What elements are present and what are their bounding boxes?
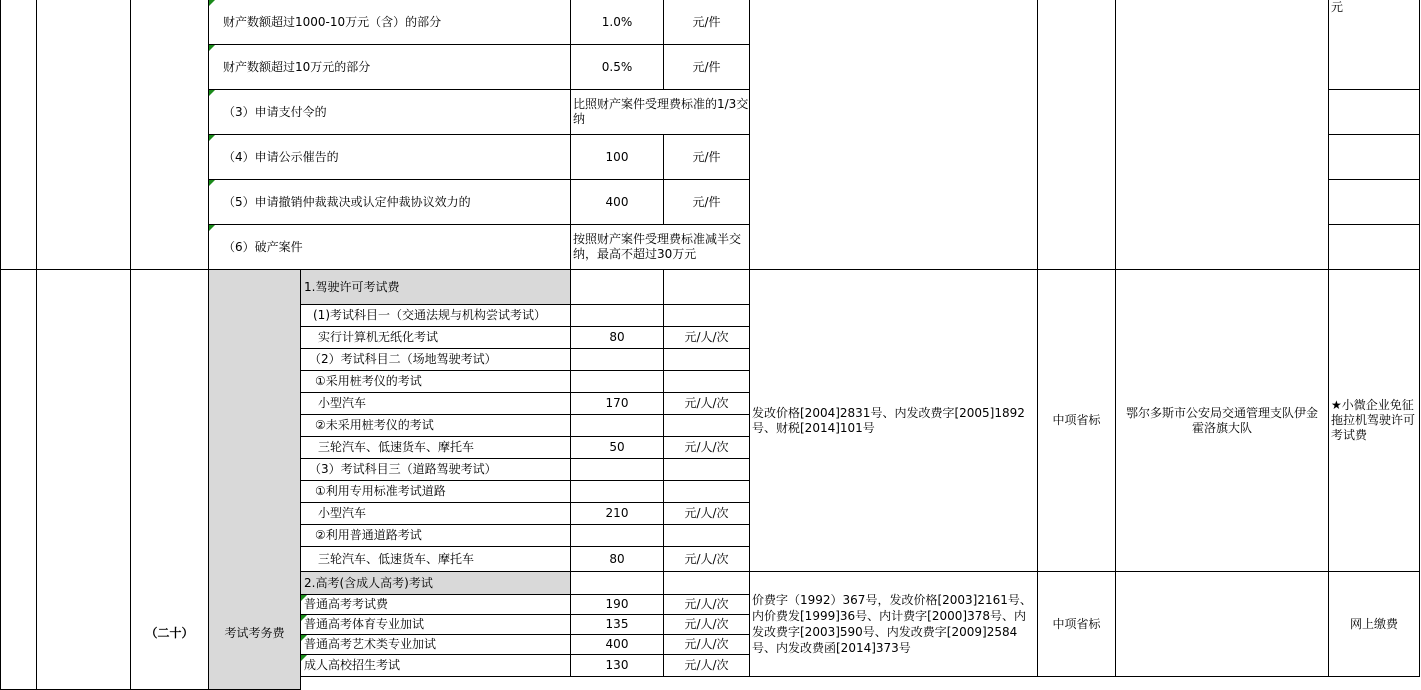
fee-standard-cell bbox=[571, 459, 664, 481]
fee-item-cell: 实行计算机无纸化考试 bbox=[301, 327, 571, 349]
fee-standard-cell: 100 bbox=[571, 135, 664, 180]
fee-standard-cell bbox=[571, 371, 664, 393]
section-name-cell: 考试考务费 bbox=[209, 270, 301, 690]
fee-standard-cell: 210 bbox=[571, 503, 664, 525]
fee-unit-cell: 元/件 bbox=[664, 180, 750, 225]
fee-unit-cell: 元/人/次 bbox=[664, 655, 750, 677]
fee-unit-cell bbox=[664, 525, 750, 547]
fee-standard-cell bbox=[571, 415, 664, 437]
fee-standard-merged-cell: 按照财产案件受理费标准减半交纳，最高不超过30万元 bbox=[571, 225, 750, 270]
remark-cell bbox=[1329, 180, 1420, 225]
col-a-cell-upper bbox=[0, 0, 37, 270]
fee-unit-cell bbox=[664, 481, 750, 503]
fee-standard-cell bbox=[571, 481, 664, 503]
authority-cell: 中项省标 bbox=[1038, 270, 1116, 572]
fee-item-cell: 普通高考考试费 bbox=[301, 595, 571, 615]
fee-standard-cell: 190 bbox=[571, 595, 664, 615]
agency-cell-upper bbox=[1116, 0, 1329, 270]
fee-unit-cell: 元/人/次 bbox=[664, 327, 750, 349]
authority-cell: 中项省标 bbox=[1038, 572, 1116, 677]
remark-cell bbox=[1329, 90, 1420, 135]
fee-standard-cell: 130 bbox=[571, 655, 664, 677]
fee-unit-cell bbox=[664, 572, 750, 595]
fee-item-cell: 财产数额超过1000-10万元（含）的部分 bbox=[209, 0, 571, 45]
fee-item-cell: 三轮汽车、低速货车、摩托车 bbox=[301, 547, 571, 572]
fee-standard-cell: 80 bbox=[571, 327, 664, 349]
remark-cell: ★小微企业免征拖拉机驾驶许可考试费 bbox=[1329, 270, 1420, 572]
remark-cell bbox=[1329, 135, 1420, 180]
fee-unit-cell bbox=[664, 305, 750, 327]
fee-standard-cell bbox=[571, 270, 664, 305]
remark-cell-upper: 元 bbox=[1329, 0, 1420, 90]
fee-unit-cell: 元/人/次 bbox=[664, 503, 750, 525]
fee-item-cell: 普通高考体育专业加试 bbox=[301, 615, 571, 635]
fee-unit-cell bbox=[664, 459, 750, 481]
fee-unit-cell: 元/人/次 bbox=[664, 615, 750, 635]
fee-unit-cell: 元/人/次 bbox=[664, 393, 750, 415]
fee-item-cell: ①采用桩考仪的考试 bbox=[301, 371, 571, 393]
fee-standard-cell bbox=[571, 525, 664, 547]
fee-standard-cell bbox=[571, 349, 664, 371]
fee-standard-cell: 400 bbox=[571, 635, 664, 655]
fee-standard-cell: 135 bbox=[571, 615, 664, 635]
col-c-cell-upper bbox=[131, 0, 209, 270]
fee-item-cell: 小型汽车 bbox=[301, 503, 571, 525]
basis-cell: 价费字（1992）367号，发改价格[2003]2161号、内价费发[1999]36号、内计费字[2000]378号、内发改费字[2003]590号、内发改费字[2009]2584号、内发改费函[2014]373号 bbox=[750, 572, 1038, 677]
fee-item-cell: （6）破产案件 bbox=[209, 225, 571, 270]
fee-standard-cell bbox=[571, 305, 664, 327]
remark-cell bbox=[1329, 225, 1420, 270]
fee-item-cell: 成人高校招生考试 bbox=[301, 655, 571, 677]
fee-item-cell: 普通高考艺术类专业加试 bbox=[301, 635, 571, 655]
col-a-cell-section bbox=[0, 270, 37, 690]
agency-cell bbox=[1116, 572, 1329, 677]
fee-item-cell: 财产数额超过10万元的部分 bbox=[209, 45, 571, 90]
fee-item-cell: ②利用普通道路考试 bbox=[301, 525, 571, 547]
fee-unit-cell bbox=[664, 415, 750, 437]
agency-cell: 鄂尔多斯市公安局交通管理支队伊金霍洛旗大队 bbox=[1116, 270, 1329, 572]
fee-unit-cell: 元/件 bbox=[664, 45, 750, 90]
fee-unit-cell bbox=[664, 270, 750, 305]
fee-item-cell: 三轮汽车、低速货车、摩托车 bbox=[301, 437, 571, 459]
fee-standard-cell: 1.0% bbox=[571, 0, 664, 45]
basis-cell: 发改价格[2004]2831号、内发改费字[2005]1892号、财税[2014]101号 bbox=[750, 270, 1038, 572]
fee-unit-cell: 元/件 bbox=[664, 0, 750, 45]
drive-header-cell: 1.驾驶许可考试费 bbox=[301, 270, 571, 305]
col-b-cell-section bbox=[37, 270, 131, 690]
fee-unit-cell bbox=[664, 371, 750, 393]
fee-unit-cell: 元/件 bbox=[664, 135, 750, 180]
fee-standard-cell: 400 bbox=[571, 180, 664, 225]
fee-item-cell: （4）申请公示催告的 bbox=[209, 135, 571, 180]
fee-item-cell: （3）申请支付令的 bbox=[209, 90, 571, 135]
section-seq-cell: （二十） bbox=[131, 270, 209, 690]
fee-unit-cell bbox=[664, 349, 750, 371]
fee-unit-cell: 元/人/次 bbox=[664, 595, 750, 615]
fee-unit-cell: 元/人/次 bbox=[664, 635, 750, 655]
fee-standard-cell: 170 bbox=[571, 393, 664, 415]
fee-item-cell: (1)考试科目一（交通法规与机构尝试考试） bbox=[301, 305, 571, 327]
fee-standard-cell: 0.5% bbox=[571, 45, 664, 90]
remark-cell: 网上缴费 bbox=[1329, 572, 1420, 677]
fee-item-cell: ②未采用桩考仪的考试 bbox=[301, 415, 571, 437]
fee-standard-cell: 50 bbox=[571, 437, 664, 459]
fee-item-cell: （3）考试科目三（道路驾驶考试） bbox=[301, 459, 571, 481]
fee-standard-cell bbox=[571, 572, 664, 595]
fee-item-cell: ①利用专用标准考试道路 bbox=[301, 481, 571, 503]
authority-cell-upper bbox=[1038, 0, 1116, 270]
basis-cell-upper bbox=[750, 0, 1038, 270]
exam-header-cell: 2.高考(含成人高考)考试 bbox=[301, 572, 571, 595]
fee-standard-cell: 80 bbox=[571, 547, 664, 572]
fee-item-cell: （5）申请撤销仲裁裁决或认定仲裁协议效力的 bbox=[209, 180, 571, 225]
fee-unit-cell: 元/人/次 bbox=[664, 547, 750, 572]
col-b-cell-upper bbox=[37, 0, 131, 270]
fee-item-cell: 小型汽车 bbox=[301, 393, 571, 415]
fee-unit-cell: 元/人/次 bbox=[664, 437, 750, 459]
fee-item-cell: （2）考试科目二（场地驾驶考试） bbox=[301, 349, 571, 371]
fee-standard-merged-cell: 比照财产案件受理费标准的1/3交纳 bbox=[571, 90, 750, 135]
